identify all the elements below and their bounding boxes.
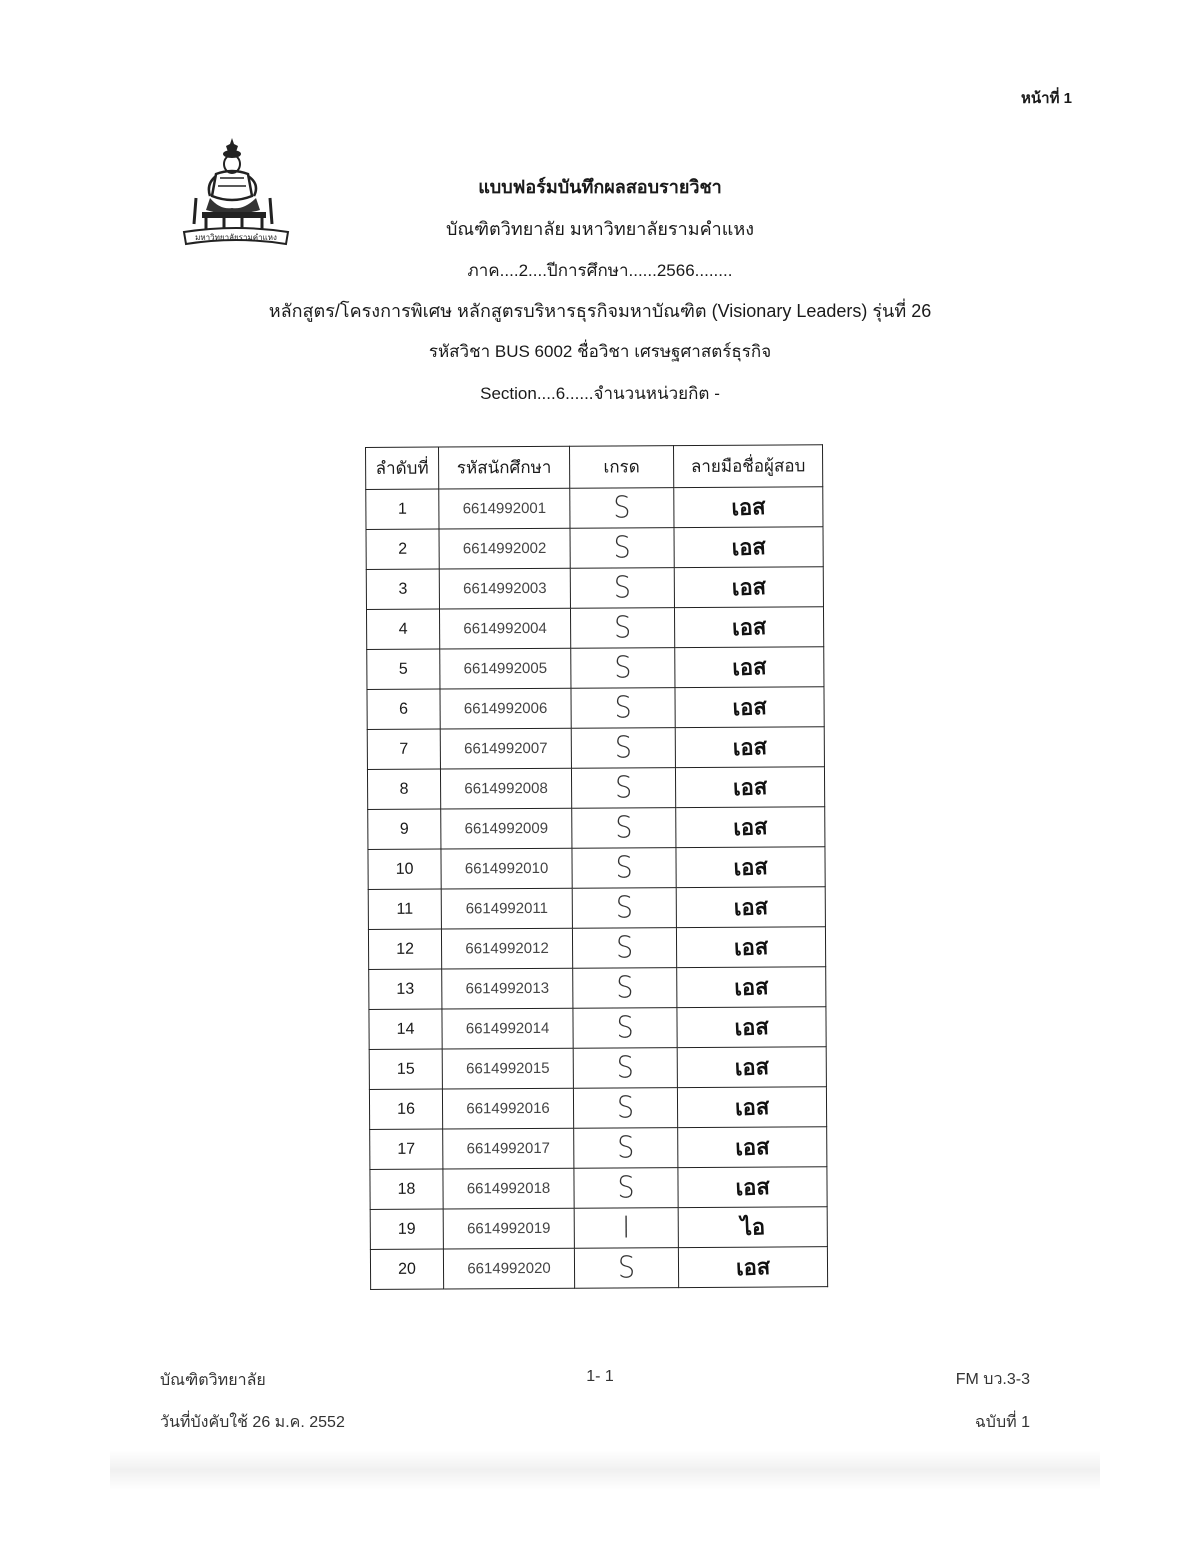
student-id: 6614992005 <box>440 648 571 689</box>
signature-cell <box>674 607 823 648</box>
footer-page: 1- 1 <box>586 1368 614 1385</box>
grade-cell <box>573 1088 677 1129</box>
signature: เอส <box>733 934 769 962</box>
table-row <box>370 1127 827 1170</box>
signature: เอส <box>732 734 768 762</box>
grade: S <box>613 610 632 646</box>
table-row <box>369 1087 826 1130</box>
grade-cell <box>571 768 675 809</box>
grade: S <box>617 1250 636 1286</box>
graduate-school: บัณฑิตวิทยาลัย มหาวิทยาลัยรามคำแหง <box>445 219 755 239</box>
grade: S <box>614 770 633 806</box>
signature-cell <box>678 1127 827 1168</box>
table-row <box>369 967 826 1010</box>
table-row <box>370 1207 827 1250</box>
table-row <box>366 567 823 610</box>
logo-text: มหาวิทยาลัยรามคำแหง <box>195 233 277 242</box>
signature: ไอ <box>740 1215 766 1242</box>
grade: S <box>617 1170 635 1206</box>
student-id: 6614992010 <box>441 848 572 889</box>
program-line: หลักสูตร/โครงการพิเศษ หลักสูตรบริหารธุรกิจมหาบัณฑิต (Visionary Leaders) รุ่นที่ 26 <box>268 301 932 321</box>
footer-copy-no: ฉบับที่ 1 <box>974 1414 1030 1431</box>
signature-cell <box>678 1167 827 1208</box>
signature-cell <box>675 647 824 688</box>
grade-cell <box>573 1048 677 1089</box>
row-number: 16 <box>369 1089 442 1129</box>
grade-table <box>365 444 828 1290</box>
row-number: 20 <box>370 1249 443 1289</box>
signature-cell <box>675 767 824 808</box>
signature-cell <box>678 1247 827 1288</box>
grade-cell <box>572 928 676 969</box>
signature: เอส <box>730 494 766 522</box>
grade-cell <box>574 1208 678 1249</box>
row-number: 18 <box>370 1169 443 1209</box>
signature: เอส <box>731 654 767 682</box>
table-row <box>368 927 825 970</box>
scan-shadow <box>110 1450 1100 1490</box>
student-id: 6614992006 <box>440 688 571 729</box>
grade-cell <box>570 608 674 649</box>
table-row <box>368 887 825 930</box>
term-line: ภาค....2....ปีการศึกษา......2566........ <box>467 261 733 280</box>
grade: S <box>614 690 632 726</box>
grade-cell <box>570 528 674 569</box>
footer-effective-date: วันที่บังคับใช้ 26 ม.ค. 2552 <box>160 1414 345 1431</box>
course-line: รหัสวิชา BUS 6002 ชื่อวิชา เศรษฐศาสตร์ธุรกิจ <box>428 342 772 361</box>
grade: S <box>615 850 633 886</box>
student-id: 6614992015 <box>442 1048 573 1089</box>
grade: S <box>615 930 634 966</box>
row-number: 13 <box>369 969 442 1009</box>
signature: เอส <box>733 854 769 882</box>
grade-cell <box>571 728 675 769</box>
grade: S <box>614 650 632 686</box>
grade: S <box>613 570 632 606</box>
signature: เอส <box>735 1254 771 1282</box>
student-id: 6614992003 <box>439 568 570 609</box>
row-number: 2 <box>366 529 439 569</box>
page-number: หน้าที่ 1 <box>1021 90 1072 107</box>
signature: เอส <box>734 1134 770 1162</box>
row-number: 17 <box>370 1129 443 1169</box>
signature: เอส <box>734 1054 770 1082</box>
row-number: 11 <box>368 889 441 929</box>
row-number: 6 <box>367 689 440 729</box>
signature-cell <box>677 1007 826 1048</box>
grade-cell <box>572 888 676 929</box>
grade-cell <box>574 1168 678 1209</box>
table-row <box>369 1047 826 1090</box>
row-number: 1 <box>366 489 439 529</box>
grade: S <box>615 810 633 846</box>
row-number: 4 <box>366 609 439 649</box>
table-row <box>367 767 824 810</box>
grade: S <box>617 1130 635 1166</box>
grade: S <box>613 490 631 526</box>
grade-cell <box>571 688 675 729</box>
signature: เอส <box>731 534 767 562</box>
student-id: 6614992012 <box>441 928 572 969</box>
student-id: 6614992016 <box>442 1088 573 1129</box>
signature-cell <box>675 727 824 768</box>
student-id: 6614992004 <box>439 608 570 649</box>
row-number: 12 <box>368 929 441 969</box>
signature-cell <box>676 927 825 968</box>
signature: เอส <box>732 814 768 842</box>
student-id: 6614992013 <box>442 968 573 1009</box>
header-signature: ลายมือชื่อผู้สอบ <box>673 445 822 488</box>
table-row <box>367 687 824 730</box>
grade: S <box>615 890 633 926</box>
signature-cell <box>674 527 823 568</box>
grade: S <box>616 970 634 1006</box>
signature: เอส <box>733 894 769 922</box>
row-number: 8 <box>367 769 440 809</box>
table-row <box>366 527 823 570</box>
grade-cell <box>574 1248 678 1289</box>
table-row <box>370 1247 827 1290</box>
row-number: 14 <box>369 1009 442 1049</box>
section-line: Section....6......จำนวนหน่วยกิต - <box>480 384 720 403</box>
row-number: 7 <box>367 729 440 769</box>
signature-cell <box>676 887 825 928</box>
footer-form-code: FM บว.3-3 <box>955 1371 1030 1388</box>
header-grade: เกรด <box>569 446 673 489</box>
row-number: 19 <box>370 1209 443 1249</box>
grade-cell <box>572 848 676 889</box>
row-number: 5 <box>367 649 440 689</box>
signature: เอส <box>732 774 768 802</box>
grade-cell <box>574 1128 678 1169</box>
row-number: 15 <box>369 1049 442 1089</box>
student-id: 6614992008 <box>440 768 571 809</box>
signature-cell <box>677 1087 826 1128</box>
signature: เอส <box>734 1094 770 1122</box>
grade: S <box>613 530 631 566</box>
table-row <box>366 487 823 530</box>
signature-cell <box>675 687 824 728</box>
signature: เอส <box>734 1174 771 1202</box>
grade-cell <box>572 808 676 849</box>
table-row <box>368 847 825 890</box>
signature: เอส <box>734 1014 770 1042</box>
grade: I <box>622 1210 631 1246</box>
student-id: 6614992017 <box>443 1128 574 1169</box>
student-id: 6614992014 <box>442 1008 573 1049</box>
student-id: 6614992001 <box>439 488 570 529</box>
table-row <box>368 807 825 850</box>
student-id: 6614992002 <box>439 528 570 569</box>
grade-cell <box>570 568 674 609</box>
header-student-id: รหัสนักศึกษา <box>439 446 570 489</box>
signature-cell <box>676 807 825 848</box>
grade: S <box>616 1090 635 1126</box>
student-id: 6614992011 <box>441 888 572 929</box>
table-row <box>366 607 823 650</box>
signature: เอส <box>731 574 767 602</box>
header-no: ลำดับที่ <box>366 447 439 489</box>
grade-cell <box>571 648 675 689</box>
grade-cell <box>573 968 677 1009</box>
grade-cell <box>573 1008 677 1049</box>
student-id: 6614992009 <box>441 808 572 849</box>
table-row <box>367 647 824 690</box>
table-row <box>369 1007 826 1050</box>
signature-cell <box>674 567 823 608</box>
table-row <box>370 1167 827 1210</box>
table-header-row <box>366 445 823 490</box>
signature-cell <box>676 847 825 888</box>
signature-cell <box>678 1207 827 1248</box>
signature: เอส <box>731 614 767 642</box>
table-row <box>367 727 824 770</box>
row-number: 10 <box>368 849 441 889</box>
signature-cell <box>674 487 823 528</box>
grade-cell <box>570 488 674 529</box>
signature: เอส <box>732 694 768 722</box>
grade: S <box>616 1050 634 1086</box>
grade: S <box>616 1010 634 1046</box>
row-number: 9 <box>368 809 441 849</box>
signature-cell <box>677 967 826 1008</box>
footer-office: บัณฑิตวิทยาลัย <box>160 1372 266 1389</box>
signature-cell <box>677 1047 826 1088</box>
row-number: 3 <box>366 569 439 609</box>
student-id: 6614992020 <box>443 1248 574 1289</box>
student-id: 6614992019 <box>443 1208 574 1249</box>
student-id: 6614992018 <box>443 1168 574 1209</box>
student-id: 6614992007 <box>440 728 571 769</box>
signature: เอส <box>733 974 769 1002</box>
form-title: แบบฟอร์มบันทึกผลสอบรายวิชา <box>478 177 722 197</box>
grade: S <box>614 730 633 766</box>
